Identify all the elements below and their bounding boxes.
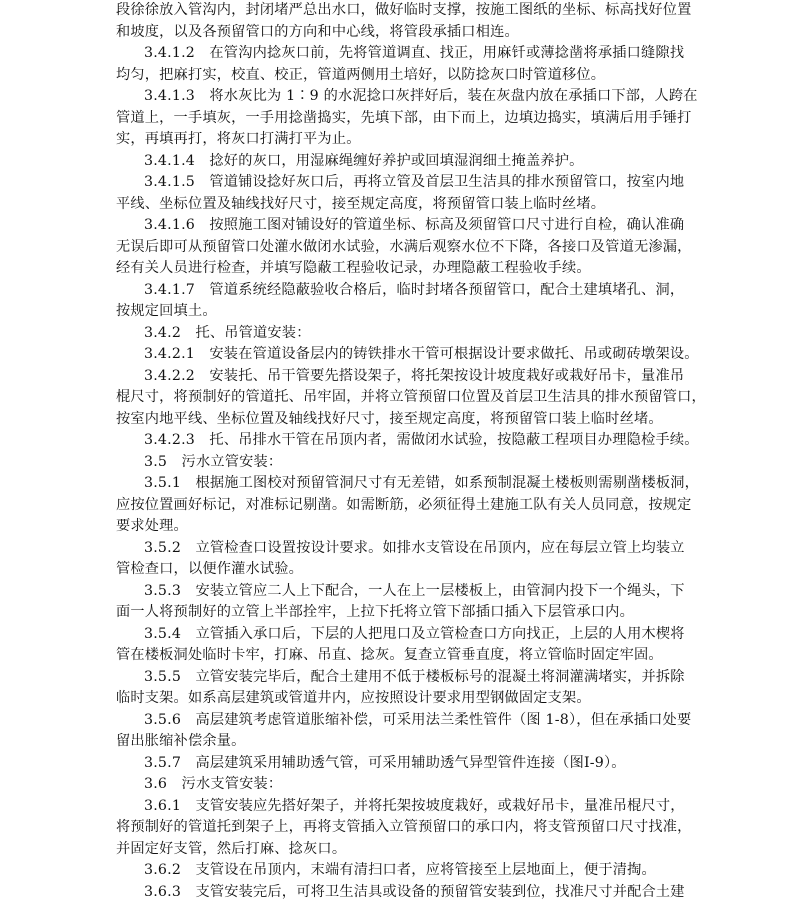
text-line: 管道上，一手填灰，一手用捻凿捣实，先填下部，由下而上，边填边捣实，填满后用手锤打: [116, 109, 692, 126]
text-line: 3.4.1.3 将水灰比为 1∶9 的水泥捻口灰拌好后，装在灰盘内放在承插口下部，人跨在: [144, 88, 698, 104]
text-line: 要求处理。: [116, 518, 188, 534]
text-line: 并固定好支管，然后打麻、捻灰口。: [116, 840, 347, 857]
text-line: 平线、坐标位置及轴线找好尺寸，接至规定高度，将预留管口装上临时丝堵。: [116, 195, 606, 212]
text-line: 3.5.4 立管插入承口后，下层的人把甩口及立管检查口方向找正，上层的人用木楔将: [144, 625, 685, 642]
text-line: 3.4.2 托、吊管道安装：: [144, 324, 311, 341]
text-line: 3.5.5 立管安装完毕后，配合土建用不低于楼板标号的混凝土将洞灌满堵实，并拆除: [144, 668, 685, 685]
text-line: 3.4.1.5 管道铺设捻好灰口后，再将立管及首层卫生洁具的排水预留管口，按室内地: [144, 174, 685, 190]
text-line: 3.4.2.1 安装在管道设备层内的铸铁排水干管可根据设计要求做托、吊或砌砖墩架设。: [144, 346, 699, 362]
text-line: 留出胀缩补偿余量。: [116, 733, 246, 749]
text-line: 均匀，把麻打实，校直、校正，管道两侧用土培好，以防捻灰口时管道移位。: [116, 66, 606, 83]
text-line: 3.4.1.7 管道系统经隐蔽验收合格后，临时封堵各预留管口，配合土建填堵孔、洞，: [144, 281, 685, 298]
text-line: 3.4.2.3 托、吊排水干管在吊顶内者，需做闭水试验，按隐蔽工程项目办理隐检手续。: [144, 432, 699, 448]
text-line: 和坡度，以及各预留管口的方向和中心线，将管段承插口相连。: [116, 23, 519, 40]
text-line: 3.4.1.2 在管沟内捻灰口前，先将管道调直、找正，用麻钎或薄捻凿将承插口缝隙找: [144, 45, 685, 61]
text-line: 段徐徐放入管沟内，封闭堵严总出水口，做好临时支撑，按施工图纸的坐标、标高找好位置: [116, 2, 692, 18]
text-line: 3.5 污水立管安装：: [144, 453, 283, 470]
text-line: 面一人将预制好的立管上半部拴牢，上拉下托将立管下部插口插入下层管承口内。: [116, 604, 634, 620]
text-line: 按规定回填土。: [116, 303, 217, 319]
text-line: 3.4.1.6 按照施工图对铺设好的管道坐标、标高及须留管口尺寸进行自检，确认准确: [144, 217, 685, 233]
text-line: 3.6.3 支管安装完后，可将卫生洁具或设备的预留管安装到位，找准尺寸并配合土建: [144, 883, 685, 900]
text-line: 无误后即可从预留管口处灌水做闭水试验，水满后观察水位不下降，各接口及管道无渗漏，: [116, 238, 692, 255]
text-line: 3.5.1 根据施工图校对预留管洞尺寸有无差错，如系预制混凝土楼板则需剔凿楼板洞，: [144, 475, 700, 491]
text-line: 按室内地平线、坐标位置及轴线找好尺寸，接至规定高度，将预留管口装上临时丝堵。: [116, 410, 663, 427]
text-line: 临时支架。如系高层建筑或管道井内，应按照设计要求用型钢做固定支架。: [116, 690, 591, 706]
text-line: 棍尺寸，将预制好的管道托、吊牢固，并将立管预留口位置及首层卫生洁具的排水预留管口，: [116, 389, 706, 405]
text-line: 3.5.7 高层建筑采用辅助透气管，可采用辅助透气异型管件连接（图Ⅰ-9）。: [144, 754, 626, 771]
text-line: 3.5.2 立管检查口设置按设计要求。如排水支管设在吊顶内，应在每层立管上均装立: [144, 539, 685, 556]
text-line: 管检查口，以便作灌水试验。: [116, 561, 304, 577]
text-line: 3.5.3 安装立管应二人上下配合，一人在上一层楼板上，由管洞内投下一个绳头，下: [144, 582, 685, 599]
text-line: 3.6.1 支管安装应先搭好架子，并将托架按坡度栽好，或栽好吊卡，量准吊棍尺寸，: [144, 797, 685, 814]
text-line: 将预制好的管道托到架子上，再将支管插入立管预留口的承口内，将支管预留口尺寸找准，: [116, 819, 692, 835]
text-line: 实，再填再打，将灰口打满打平为止。: [116, 131, 361, 147]
text-line: 管在楼板洞处临时卡牢，打麻、吊直、捻灰。复查立管垂直度，将立管临时固定牢固。: [116, 647, 663, 663]
text-line: 3.6.2 支管设在吊顶内，末端有清扫口者，应将管接至上层地面上，便于清掏。: [144, 862, 656, 878]
text-line: 3.4.1.4 捻好的灰口，用湿麻绳缠好养护或回填湿润细土掩盖养护。: [144, 152, 584, 169]
text-line: 应按位置画好标记，对准标记剔凿。如需断筋，必须征得土建施工队有关人员同意，按规定: [116, 496, 692, 513]
text-line: 经有关人员进行检查，并填写隐蔽工程验收记录，办理隐蔽工程验收手续。: [116, 260, 591, 276]
text-line: 3.6 污水支管安装：: [144, 776, 283, 792]
text-line: 3.4.2.2 安装托、吊干管要先搭设架子，将托架按设计坡度栽好或栽好吊卡，量准吊: [144, 367, 685, 384]
text-line: 3.5.6 高层建筑考虑管道胀缩补偿，可采用法兰柔性管件（图 1-8），但在承插口处要: [144, 711, 692, 728]
